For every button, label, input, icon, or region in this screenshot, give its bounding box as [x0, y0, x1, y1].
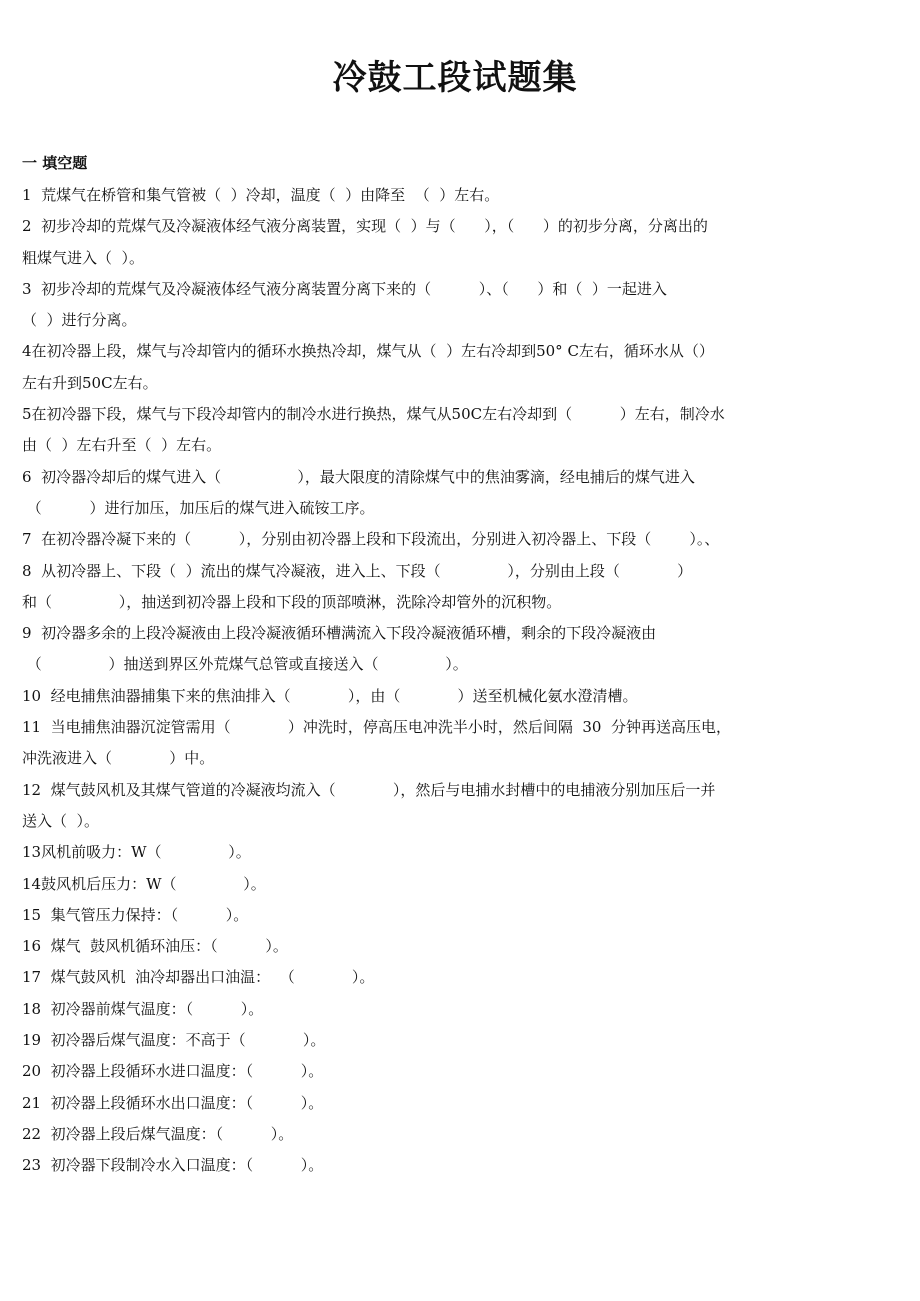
question-line: 20 初冷器上段循环水进口温度：（ ）。: [22, 1062, 324, 1081]
question-line: 21 初冷器上段循环水出口温度：（ ）。: [22, 1093, 324, 1112]
question-line: （ ）进行加压，加压后的煤气进入硫铵工序。: [22, 498, 375, 517]
question-line: 22 初冷器上段后煤气温度：（ ）。: [22, 1124, 294, 1143]
document-title: 冷鼓工段试题集: [332, 58, 578, 98]
question-line: 冲洗液进入（ ）中。: [22, 749, 215, 768]
question-line: 14鼓风机后压力：W（ ）。: [22, 874, 266, 893]
question-line: 左右升到50C左右。: [22, 373, 158, 392]
question-line: 由（ ）左右升至（ ）左右。: [22, 436, 222, 455]
question-line: 19 初冷器后煤气温度：不高于（ ）。: [22, 1031, 326, 1050]
question-line: 15 集气管压力保持：（ ）。: [22, 905, 249, 924]
question-line: 10 经电捕焦油器捕集下来的焦油排入（ ），由（ ）送至机械化氨水澄清槽。: [22, 686, 638, 705]
question-line: 4在初冷器上段，煤气与冷却管内的循环水换热冷却，煤气从（ ）左右冷却到50° C左右，循环水从（）: [22, 342, 714, 361]
question-list: [22, 180, 852, 1182]
question-line: 17 煤气鼓风机 油冷却器出口油温： （ ）。: [22, 968, 375, 987]
question-line: 9 初冷器多余的上段冷凝液由上段冷凝液循环槽满流入下段冷凝液循环槽，剩余的下段冷凝液由: [22, 624, 657, 643]
question-line: 粗煤气进入（ ）。: [22, 248, 145, 267]
question-line: （ ）抽送到界区外荒煤气总管或直接送入（ ）。: [22, 655, 468, 674]
question-line: 11 当电捕焦油器沉淀管需用（ ）冲洗时，停高压电冲洗半小时，然后间隔 30 分钟再送高压电，: [22, 718, 732, 737]
question-line: 16 煤气 鼓风机循环油压：（ ）。: [22, 937, 288, 956]
question-line: 6 初冷器冷却后的煤气进入（ ），最大限度的清除煤气中的焦油雾滴，经电捕后的煤气进入: [22, 467, 695, 486]
question-line: 7 在初冷器冷凝下来的（ ），分别由初冷器上段和下段流出，分别进入初冷器上、下段（ ）。、: [22, 530, 720, 549]
section-heading: 一 填空题: [22, 154, 88, 172]
question-line: 12 煤气鼓风机及其煤气管道的冷凝液均流入（ ），然后与电捕水封槽中的电捕液分别加压后一并: [22, 780, 716, 799]
question-line: 5在初冷器下段，煤气与下段冷却管内的制冷水进行换热，煤气从50C左右冷却到（ ）左右，制冷水: [22, 405, 725, 424]
question-line: 1 荒煤气在桥管和集气管被（ ）冷却，温度（ ）由降至 （ ）左右。: [22, 186, 500, 204]
question-line: 18 初冷器前煤气温度：（ ）。: [22, 999, 264, 1018]
question-line: 13风机前吸力：W（ ）。: [22, 843, 251, 862]
question-line: 送入（ ）。: [22, 811, 100, 830]
question-line: （ ）进行分离。: [22, 311, 137, 330]
question-line: 8 从初冷器上、下段（ ）流出的煤气冷凝液，进入上、下段（ ），分别由上段（ ）: [22, 561, 693, 580]
question-line: 3 初步冷却的荒煤气及冷凝液体经气液分离装置分离下来的（ ）、（ ）和（ ）一起进入: [22, 279, 667, 298]
question-line: 和（ ），抽送到初冷器上段和下段的顶部喷淋，洗除冷却管外的沉积物。: [22, 592, 562, 611]
question-line: 23 初冷器下段制冷水入口温度：（ ）。: [22, 1156, 324, 1175]
question-line: 2 初步冷却的荒煤气及冷凝液体经气液分离装置，实现（ ）与（ ），（ ）的初步分离，分离出的: [22, 217, 708, 236]
